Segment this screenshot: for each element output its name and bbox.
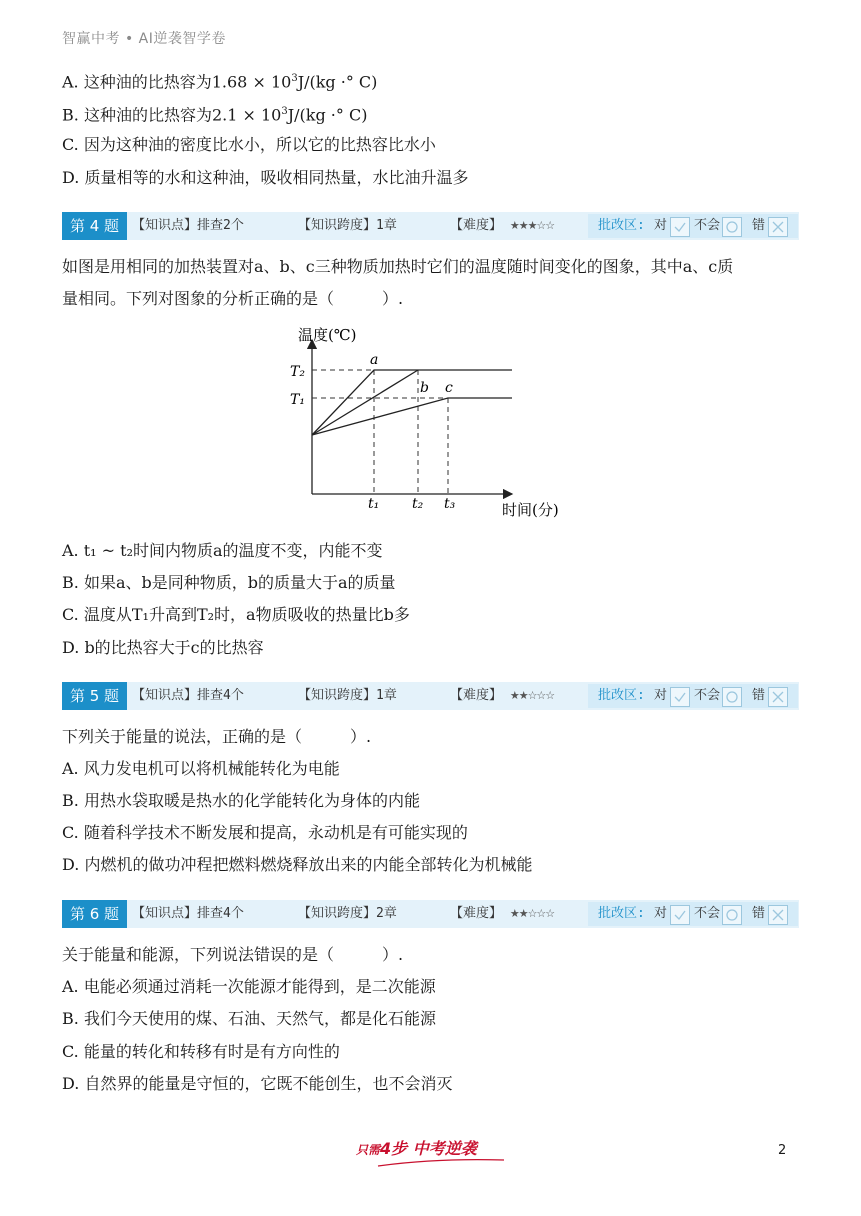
q5-stem: 下列关于能量的说法，正确的是（ ）.	[62, 727, 372, 746]
q4-option-a: A. t₁ ~ t₂时间内物质a的温度不变，内能不变	[62, 541, 383, 560]
footer-brand-logo: 只需4步 中考逆袭	[356, 1136, 477, 1159]
x-tick-t1: t₁	[368, 496, 380, 512]
question-number: 第 5 题	[62, 682, 127, 710]
page-number: 2	[778, 1143, 787, 1158]
q3-option-b: B. 这种油的比热容为$2.1 \times 10^3J/(kg$ ·° C)	[62, 105, 368, 125]
y-axis-label: 温度(℃)	[298, 326, 357, 344]
difficulty-stars: ★★★☆☆	[509, 219, 555, 232]
question-bar-5	[62, 682, 799, 710]
y-tick-T2: T₂	[290, 364, 305, 380]
mark-unknown-checkbox[interactable]	[722, 905, 742, 925]
q3-option-c: C. 因为这种油的密度比水小，所以它的比热容比水小	[62, 135, 436, 154]
q4-option-b: B. 如果a、b是同种物质，b的质量大于a的质量	[62, 573, 396, 592]
knowledge-points: 【知识点】排查4个	[132, 906, 244, 921]
page-header: 智赢中考 • AI逆袭智学卷	[62, 31, 226, 47]
x-tick-t2: t₂	[412, 496, 424, 512]
knowledge-span: 【知识跨度】1章	[298, 688, 397, 703]
difficulty: 【难度】 ★★★☆☆	[450, 218, 555, 233]
q6-option-d: D. 自然界的能量是守恒的，它既不能创生，也不会消灭	[62, 1074, 453, 1093]
question-bar-6	[62, 900, 799, 928]
q5-option-d: D. 内燃机的做功冲程把燃料燃烧释放出来的内能全部转化为机械能	[62, 855, 533, 874]
q3-option-a: A. 这种油的比热容为$1.68 \times 10^3J/(kg$ ·° C)	[62, 72, 378, 92]
series-b-label: b	[420, 380, 429, 396]
difficulty-stars: ★★☆☆☆	[509, 907, 555, 920]
question-number: 第 6 题	[62, 900, 127, 928]
mark-correct-checkbox[interactable]	[670, 905, 690, 925]
knowledge-span: 【知识跨度】1章	[298, 218, 397, 233]
difficulty: 【难度】 ★★☆☆☆	[450, 906, 555, 921]
q5-option-a: A. 风力发电机可以将机械能转化为电能	[62, 759, 340, 778]
grading-area: 批改区: 对 不会 错	[588, 684, 798, 708]
q4-option-d: D. b的比热容大于c的比热容	[62, 638, 264, 657]
q5-option-c: C. 随着科学技术不断发展和提高，永动机是有可能实现的	[62, 823, 468, 842]
knowledge-points: 【知识点】排查4个	[132, 688, 244, 703]
x-tick-t3: t₃	[444, 496, 456, 512]
q4-option-c: C. 温度从T₁升高到T₂时，a物质吸收的热量比b多	[62, 605, 410, 624]
difficulty: 【难度】 ★★☆☆☆	[450, 688, 555, 703]
brand-swoosh	[376, 1156, 506, 1168]
mark-wrong-checkbox[interactable]	[768, 905, 788, 925]
question-bar-4	[62, 212, 799, 240]
grading-area: 批改区: 对 不会 错	[588, 214, 798, 238]
q4-stem-line1: 如图是用相同的加热装置对a、b、c三种物质加热时它们的温度随时间变化的图象，其中a、c质	[62, 257, 734, 276]
mark-correct-checkbox[interactable]	[670, 217, 690, 237]
mark-unknown-checkbox[interactable]	[722, 217, 742, 237]
series-a-line	[312, 370, 512, 435]
q4-stem-line2: 量相同。下列对图象的分析正确的是（ ）.	[62, 289, 404, 308]
mark-wrong-checkbox[interactable]	[768, 217, 788, 237]
x-axis-label: 时间(分)	[502, 501, 559, 519]
grading-area: 批改区: 对 不会 错	[588, 902, 798, 926]
q5-option-b: B. 用热水袋取暖是热水的化学能转化为身体的内能	[62, 791, 420, 810]
knowledge-points: 【知识点】排查2个	[132, 218, 244, 233]
question-number: 第 4 题	[62, 212, 127, 240]
mark-correct-checkbox[interactable]	[670, 687, 690, 707]
mark-wrong-checkbox[interactable]	[768, 687, 788, 707]
series-a-label: a	[370, 352, 379, 368]
temperature-time-chart	[280, 322, 590, 524]
q6-option-a: A. 电能必须通过消耗一次能源才能得到，是二次能源	[62, 977, 436, 996]
q3-option-d: D. 质量相等的水和这种油，吸收相同热量，水比油升温多	[62, 168, 469, 187]
mark-unknown-checkbox[interactable]	[722, 687, 742, 707]
knowledge-span: 【知识跨度】2章	[298, 906, 397, 921]
q6-option-b: B. 我们今天使用的煤、石油、天然气，都是化石能源	[62, 1009, 436, 1028]
q6-option-c: C. 能量的转化和转移有时是有方向性的	[62, 1042, 340, 1061]
series-c-label: c	[445, 380, 453, 396]
q6-stem: 关于能量和能源，下列说法错误的是（ ）.	[62, 945, 404, 964]
y-tick-T1: T₁	[290, 392, 305, 408]
difficulty-stars: ★★☆☆☆	[509, 689, 555, 702]
